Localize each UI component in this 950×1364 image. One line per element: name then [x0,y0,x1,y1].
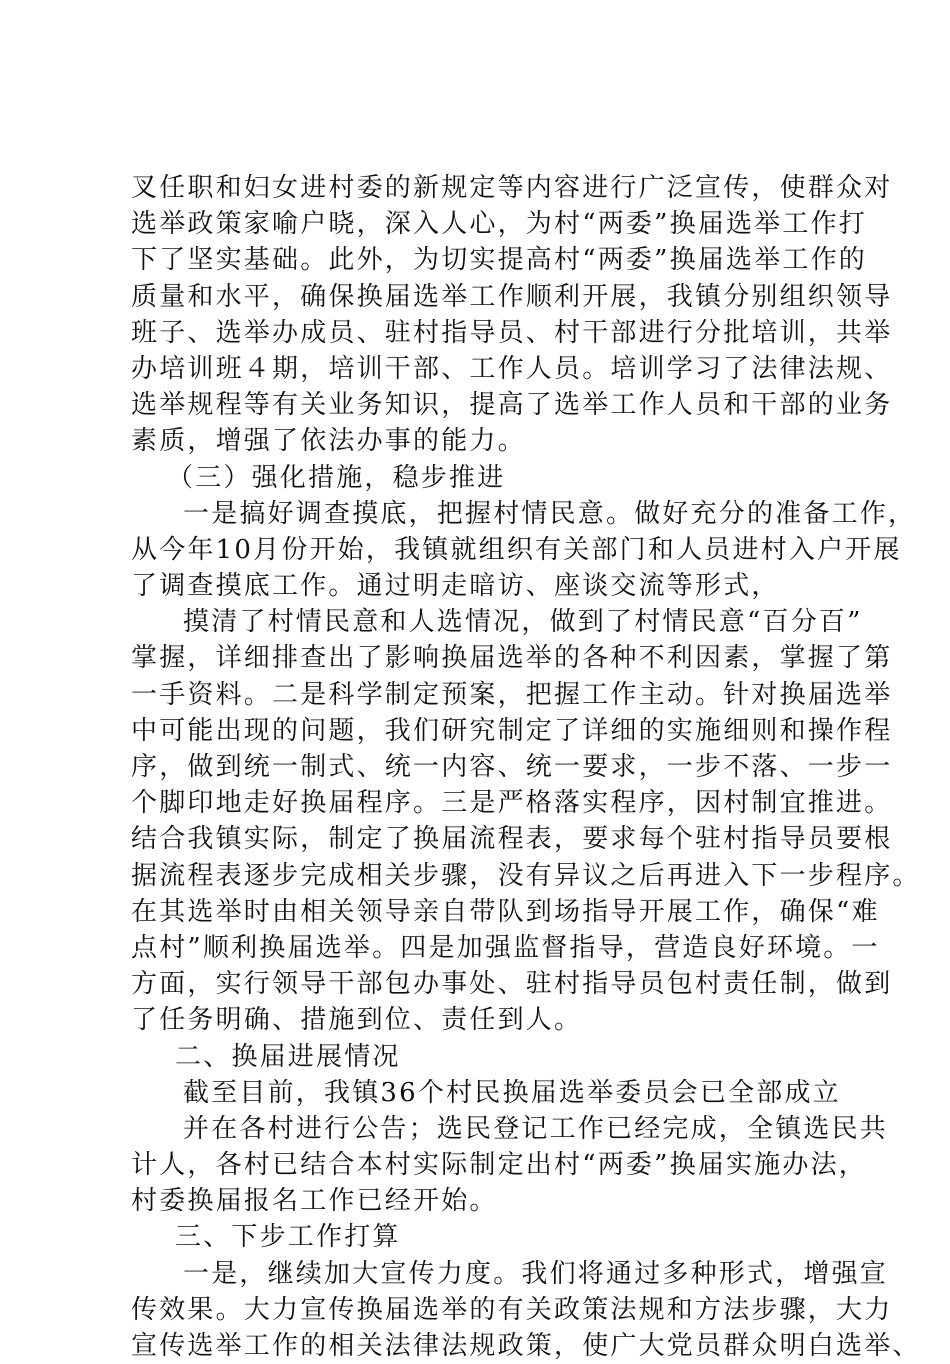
text-line: 从今年10月份开始，我镇就组织有关部门和人员进村入户开展 [131,534,902,565]
text-line: 三、下步工作打算 [175,1222,401,1253]
text-line: 一是，继续加大宣传力度。我们将通过多种形式，增强宣 [183,1258,889,1289]
text-line: 传效果。大力宣传换届选举的有关政策法规和方法步骤，大力 [131,1294,893,1325]
text-line: 宣传选举工作的相关法律法规政策，使广大党员群众明白选举、 [131,1331,921,1361]
text-line: 办培训班４期，培训干部、工作人员。培训学习了法律法规、 [131,353,893,384]
text-line: 素质，增强了依法办事的能力。 [131,426,526,457]
text-line: 计人，各村已结合本村实际制定出村“两委”换届实施办法， [131,1150,867,1181]
text-line: 据流程表逐步完成相关步骤，没有异议之后再进入下一步程序。 [131,860,921,891]
text-line: 截至目前，我镇36个村民换届选举委员会已全部成立 [183,1077,841,1108]
text-line: 一手资料。二是科学制定预案，把握工作主动。针对换届选举 [131,679,893,710]
text-line: 叉任职和妇女进村委的新规定等内容进行广泛宣传，使群众对 [131,173,893,203]
text-line: 摸清了村情民意和人选情况，做到了村情民意“百分百” [183,607,863,638]
text-line: 中可能出现的问题，我们研究制定了详细的实施细则和操作程 [131,715,893,746]
text-line: 并在各村进行公告；选民登记工作已经完成，全镇选民共 [183,1113,889,1144]
text-line: 了任务明确、措施到位、责任到人。 [131,1005,583,1036]
text-line: 了调查摸底工作。通过明走暗访、座谈交流等形式， [131,571,780,602]
text-line: 一是搞好调查摸底，把握村情民意。做好充分的准备工作， [183,498,917,529]
text-line: 选举政策家喻户晓，深入人心，为村“两委”换届选举工作打 [131,209,867,240]
text-line: 质量和水平，确保换届选举工作顺利开展，我镇分别组织领导 [131,281,893,312]
text-line: 掌握，详细排查出了影响换届选举的各种不利因素，掌握了第 [131,643,893,674]
text-line: 方面，实行领导干部包办事处、驻村指导员包村责任制，做到 [131,969,893,1000]
text-line: 在其选举时由相关领导亲自带队到场指导开展工作，确保“难 [131,896,880,927]
body-text [131,170,921,1364]
text-line: 个脚印地走好换届程序。三是严格落实程序，因村制宜推进。 [131,788,893,819]
text-line: 结合我镇实际，制定了换届流程表，要求每个驻村指导员要根 [131,824,893,855]
text-line: 班子、选举办成员、驻村指导员、村干部进行分批培训，共举 [131,317,893,348]
text-line: 二、换届进展情况 [175,1041,401,1072]
text-line: 下了坚实基础。此外，为切实提高村“两委”换届选举工作的 [131,245,867,276]
text-line: （三）强化措施，稳步推进 [167,462,506,493]
text-line: 点村”顺利换届选举。四是加强监督指导，营造良好环境。一 [131,932,880,963]
text-line: 序，做到统一制式、统一内容、统一要求，一步不落、一步一 [131,752,893,782]
text-line: 选举规程等有关业务知识，提高了选举工作人员和干部的业务 [131,390,893,421]
text-line: 村委换届报名工作已经开始。 [131,1186,498,1217]
